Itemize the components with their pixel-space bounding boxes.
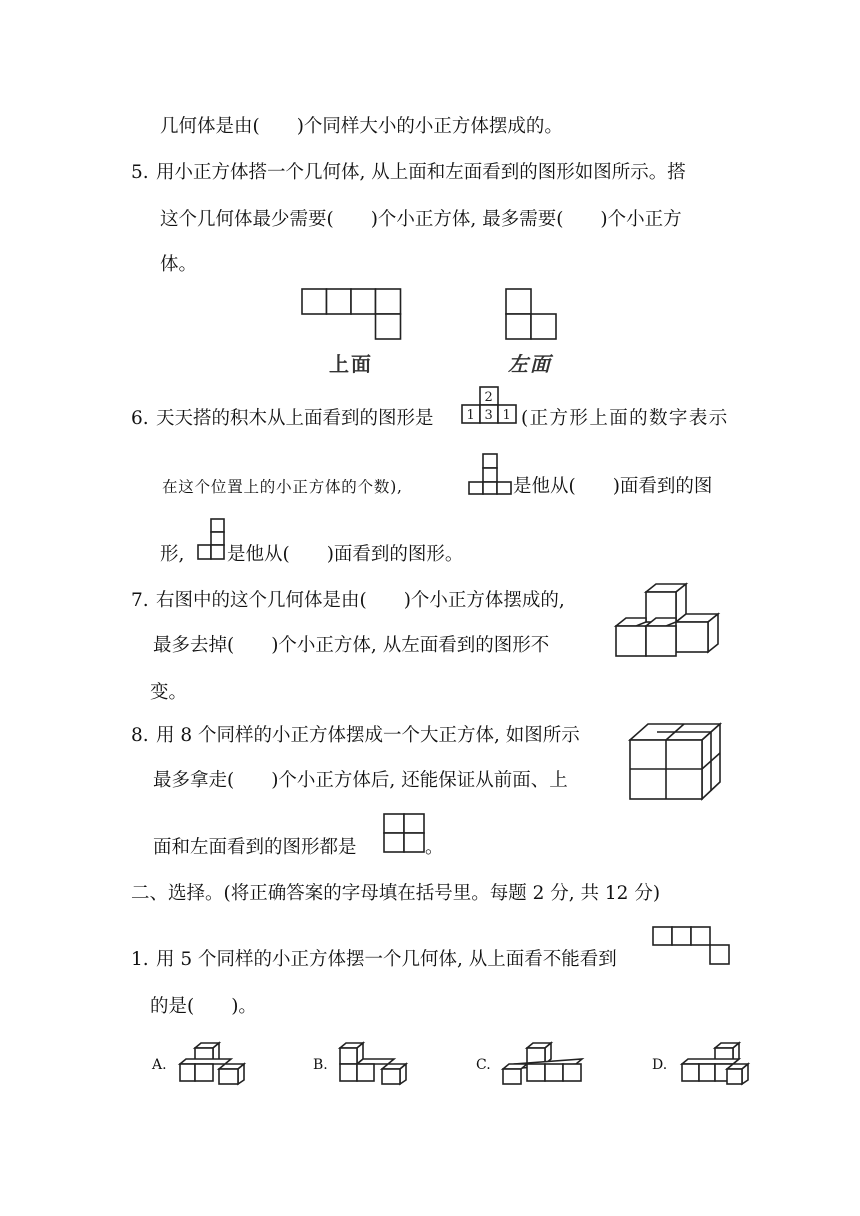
q6-number: 6. xyxy=(131,408,149,429)
q6-front-view-figure xyxy=(469,454,513,494)
option-d-label[interactable]: D. xyxy=(652,1057,668,1073)
q7-line3: 变。 xyxy=(150,682,188,703)
s2q1-top-view-figure xyxy=(652,926,730,966)
q5-left-caption: 左面 xyxy=(508,352,552,376)
q8-line2: 最多拿走( )个小正方体后, 还能保证从前面、上 xyxy=(153,770,568,791)
q8-line3a: 面和左面看到的图形都是 xyxy=(153,837,357,858)
q5-number: 5. xyxy=(131,162,149,183)
q8-number: 8. xyxy=(131,725,149,746)
s2q1-line2: 的是( )。 xyxy=(150,996,257,1017)
option-c-figure[interactable] xyxy=(502,1042,586,1084)
q6-grid-num-left: 1 xyxy=(466,408,475,423)
q8-big-cube-figure xyxy=(628,722,722,802)
q5-line1: 用小正方体搭一个几何体, 从上面和左面看到的图形如图所示。搭 xyxy=(156,162,686,183)
option-c-label[interactable]: C. xyxy=(476,1057,491,1073)
q6-grid-num-right: 1 xyxy=(502,408,511,423)
q7-line2: 最多去掉( )个小正方体, 从左面看到的图形不 xyxy=(153,635,550,656)
q5-top-caption: 上面 xyxy=(329,352,373,376)
q5-left-view-figure xyxy=(506,289,558,341)
q6-grid-num-top: 2 xyxy=(484,390,493,405)
option-b-figure[interactable] xyxy=(338,1042,408,1084)
option-a-figure[interactable] xyxy=(178,1042,248,1084)
q6-line3a: 形, xyxy=(160,544,185,565)
q6-number-grid xyxy=(462,386,520,424)
q6-line3b: 是他从( )面看到的图形。 xyxy=(227,544,464,565)
q8-line1: 用 8 个同样的小正方体摆成一个大正方体, 如图所示 xyxy=(156,725,580,746)
q7-number: 7. xyxy=(131,590,149,611)
q7-line1: 右图中的这个几何体是由( )个小正方体摆成的, xyxy=(156,590,565,611)
q4-tail-text: 几何体是由( )个同样大小的小正方体摆成的。 xyxy=(160,116,563,137)
q6-line2a: 在这个位置上的小正方体的个数), xyxy=(162,478,403,496)
q5-top-view-figure xyxy=(302,289,402,341)
q6-line1a: 天天搭的积木从上面看到的图形是 xyxy=(156,408,434,429)
s2q1-line1: 用 5 个同样的小正方体摆一个几何体, 从上面看不能看到 xyxy=(156,949,617,970)
option-d-figure[interactable] xyxy=(680,1042,750,1084)
q5-line3: 体。 xyxy=(160,254,198,275)
q8-line3b: 。 xyxy=(425,837,444,858)
q5-line2: 这个几何体最少需要( )个小正方体, 最多需要( )个小正方 xyxy=(160,209,682,230)
q6-side-view-figure xyxy=(198,519,228,561)
option-b-label[interactable]: B. xyxy=(313,1057,328,1073)
option-a-label[interactable]: A. xyxy=(152,1057,167,1073)
q7-cube-stack-figure xyxy=(614,582,722,660)
q8-view-grid-figure xyxy=(384,814,426,854)
s2q1-number: 1. xyxy=(131,949,149,970)
q6-line1b: (正方形上面的数字表示 xyxy=(521,408,729,429)
q6-grid-num-mid: 3 xyxy=(484,408,493,423)
section2-title: 二、选择。(将正确答案的字母填在括号里。每题 2 分, 共 12 分) xyxy=(131,883,661,904)
q6-line2b: 是他从( )面看到的图 xyxy=(513,476,713,497)
